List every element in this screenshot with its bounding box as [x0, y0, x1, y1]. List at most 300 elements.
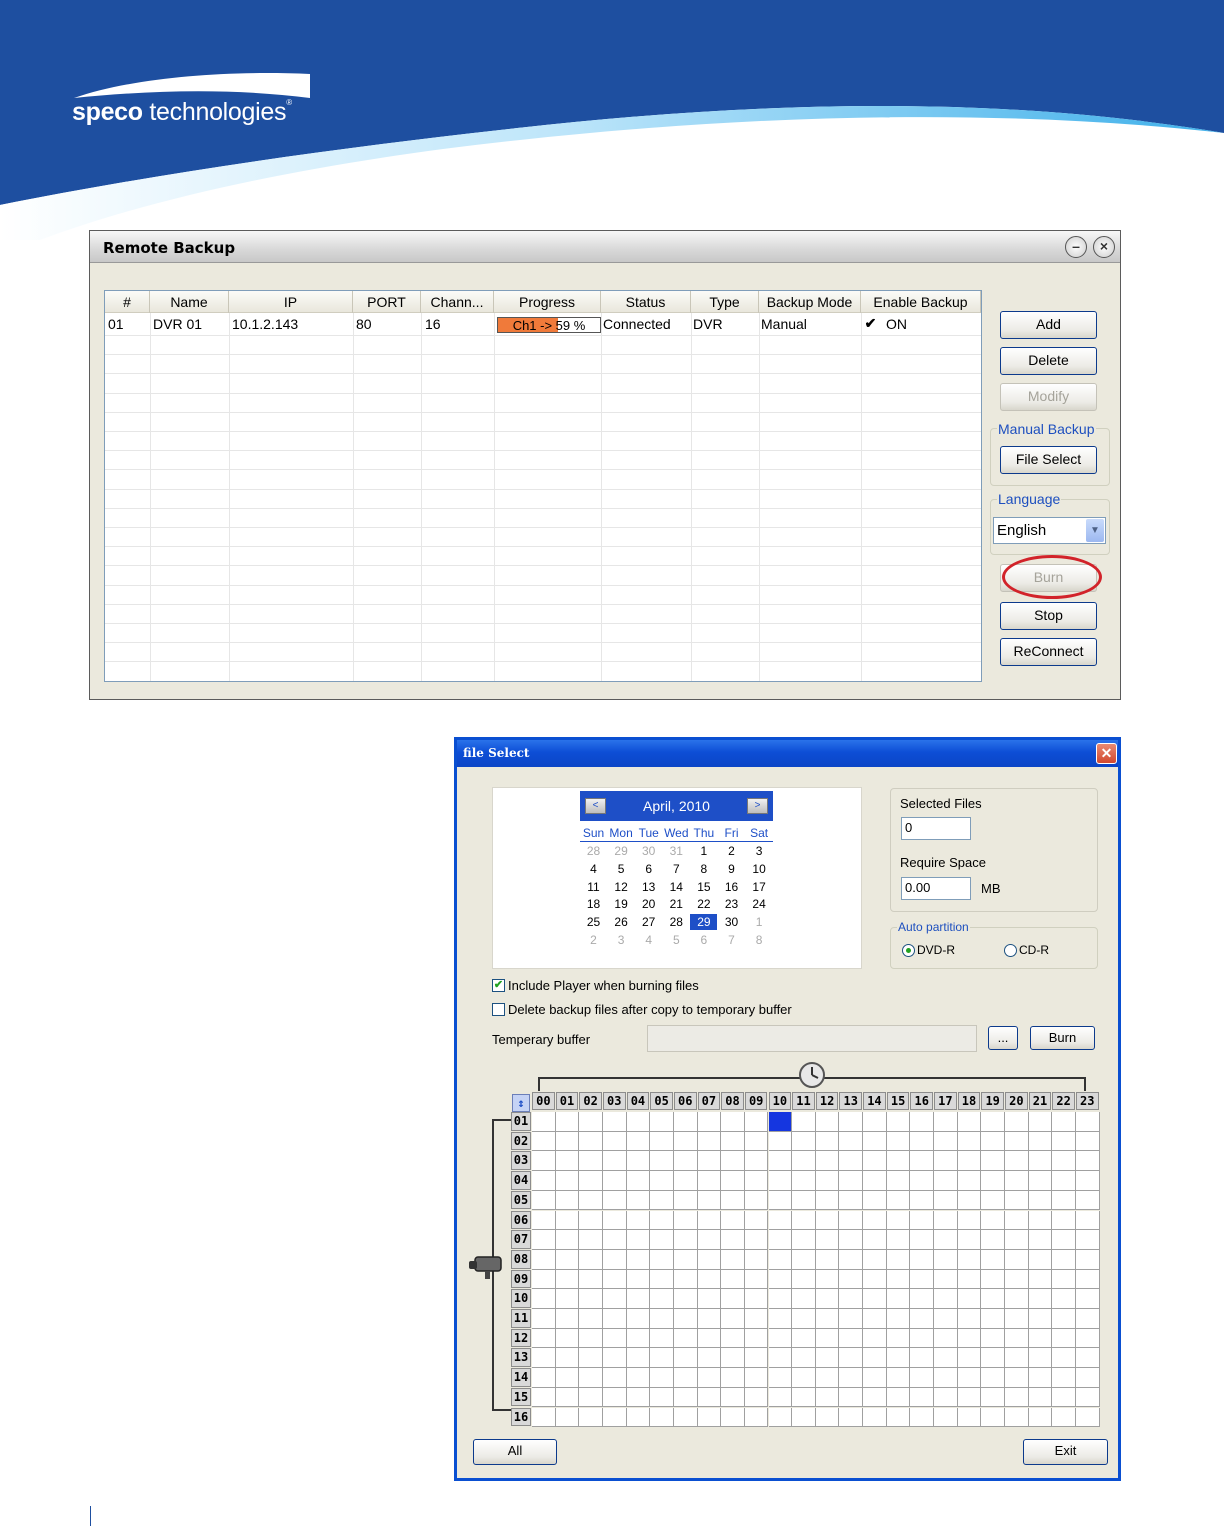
grid-cell[interactable] [1005, 1368, 1029, 1388]
chevron-right-icon[interactable]: > [747, 798, 768, 814]
calendar-day[interactable]: 19 [614, 897, 628, 912]
hour-header[interactable]: 00 [532, 1092, 555, 1110]
grid-cell[interactable] [769, 1132, 793, 1152]
include-player-checkbox[interactable]: ✔ [493, 979, 504, 991]
grid-cell[interactable] [1052, 1171, 1076, 1191]
grid-cell[interactable] [556, 1309, 580, 1329]
calendar-day[interactable]: 1 [755, 915, 763, 930]
calendar-day[interactable]: 3 [617, 933, 625, 947]
delete-button[interactable]: Delete [1000, 347, 1097, 375]
calendar-day[interactable]: 22 [697, 897, 711, 912]
grid-cell[interactable] [603, 1171, 627, 1191]
grid-cell[interactable] [863, 1132, 887, 1152]
grid-cell[interactable] [816, 1230, 840, 1250]
grid-cell[interactable] [1005, 1112, 1029, 1132]
grid-cell[interactable] [792, 1329, 816, 1349]
column-header[interactable]: Type [691, 291, 759, 313]
grid-cell[interactable] [887, 1329, 911, 1349]
grid-cell[interactable] [698, 1230, 722, 1250]
channel-header[interactable]: 07 [511, 1230, 531, 1249]
grid-cell[interactable] [1052, 1211, 1076, 1231]
calendar-day[interactable]: 27 [642, 915, 656, 930]
grid-cell[interactable] [532, 1151, 556, 1171]
grid-cell[interactable] [958, 1348, 982, 1368]
hour-header[interactable]: 05 [650, 1092, 673, 1110]
grid-cell[interactable] [1052, 1132, 1076, 1152]
grid-cell[interactable] [981, 1171, 1005, 1191]
grid-cell[interactable] [674, 1408, 698, 1428]
grid-cell[interactable] [1029, 1250, 1053, 1270]
grid-cell[interactable] [603, 1270, 627, 1290]
chevron-down-icon[interactable]: ▼ [1086, 519, 1104, 542]
grid-cell[interactable] [1076, 1388, 1100, 1408]
grid-cell[interactable] [958, 1408, 982, 1428]
grid-cell[interactable] [839, 1151, 863, 1171]
grid-cell[interactable] [650, 1132, 674, 1152]
grid-cell[interactable] [769, 1211, 793, 1231]
grid-cell[interactable] [698, 1151, 722, 1171]
grid-cell[interactable] [1029, 1112, 1053, 1132]
grid-cell[interactable] [1029, 1171, 1053, 1191]
grid-cell[interactable] [603, 1230, 627, 1250]
grid-cell[interactable] [674, 1368, 698, 1388]
grid-cell[interactable] [1005, 1191, 1029, 1211]
grid-cell[interactable] [721, 1211, 745, 1231]
grid-cell[interactable] [934, 1368, 958, 1388]
grid-cell[interactable] [792, 1368, 816, 1388]
grid-cell[interactable] [839, 1329, 863, 1349]
grid-cell[interactable] [532, 1230, 556, 1250]
grid-cell[interactable] [887, 1230, 911, 1250]
grid-cell[interactable] [1029, 1211, 1053, 1231]
grid-cell[interactable] [674, 1270, 698, 1290]
sort-icon[interactable]: ↕ [512, 1094, 530, 1112]
column-header[interactable]: PORT [353, 291, 421, 313]
calendar-day[interactable]: 6 [645, 861, 653, 876]
grid-cell[interactable] [910, 1250, 934, 1270]
grid-cell[interactable] [816, 1289, 840, 1309]
grid-cell[interactable] [556, 1211, 580, 1231]
grid-cell[interactable] [650, 1388, 674, 1408]
hour-header[interactable]: 09 [745, 1092, 768, 1110]
hour-header[interactable]: 10 [769, 1092, 792, 1110]
grid-cell[interactable] [1052, 1348, 1076, 1368]
grid-cell[interactable] [887, 1368, 911, 1388]
hour-header[interactable]: 12 [816, 1092, 839, 1110]
grid-cell[interactable] [1052, 1151, 1076, 1171]
grid-cell[interactable] [721, 1132, 745, 1152]
grid-cell[interactable] [958, 1230, 982, 1250]
grid-cell[interactable] [532, 1112, 556, 1132]
grid-cell[interactable] [603, 1388, 627, 1408]
grid-cell[interactable] [934, 1348, 958, 1368]
grid-cell[interactable] [934, 1408, 958, 1428]
grid-cell[interactable] [698, 1211, 722, 1231]
grid-cell[interactable] [887, 1112, 911, 1132]
grid-cell[interactable] [887, 1348, 911, 1368]
grid-cell[interactable] [816, 1309, 840, 1329]
grid-cell[interactable] [769, 1368, 793, 1388]
grid-cell[interactable] [910, 1151, 934, 1171]
grid-cell[interactable] [1029, 1388, 1053, 1408]
grid-cell[interactable] [745, 1368, 769, 1388]
grid-cell[interactable] [721, 1151, 745, 1171]
grid-cell[interactable] [556, 1132, 580, 1152]
grid-cell[interactable] [958, 1368, 982, 1388]
grid-cell[interactable] [863, 1368, 887, 1388]
grid-cell[interactable] [887, 1289, 911, 1309]
grid-cell[interactable] [721, 1348, 745, 1368]
calendar-day[interactable]: 20 [642, 897, 656, 912]
grid-cell[interactable] [674, 1348, 698, 1368]
grid-cell[interactable] [650, 1250, 674, 1270]
grid-cell[interactable] [627, 1388, 651, 1408]
grid-cell[interactable] [579, 1289, 603, 1309]
grid-cell[interactable] [674, 1132, 698, 1152]
grid-cell[interactable] [1005, 1348, 1029, 1368]
hour-header[interactable]: 23 [1076, 1092, 1099, 1110]
grid-cell[interactable] [1076, 1132, 1100, 1152]
grid-cell[interactable] [769, 1289, 793, 1309]
calendar-day[interactable]: 1 [700, 844, 708, 858]
grid-cell[interactable] [958, 1309, 982, 1329]
calendar-day[interactable]: 6 [700, 933, 708, 947]
grid-cell[interactable] [839, 1230, 863, 1250]
grid-cell[interactable] [1005, 1388, 1029, 1408]
grid-cell[interactable] [934, 1388, 958, 1408]
grid-cell[interactable] [579, 1211, 603, 1231]
channel-header[interactable]: 10 [511, 1289, 531, 1308]
grid-cell[interactable] [1076, 1230, 1100, 1250]
grid-cell[interactable] [816, 1368, 840, 1388]
grid-cell[interactable] [721, 1230, 745, 1250]
calendar-day[interactable]: 4 [645, 933, 653, 947]
channel-header[interactable]: 11 [511, 1309, 531, 1328]
grid-cell[interactable] [887, 1151, 911, 1171]
grid-cell[interactable] [816, 1250, 840, 1270]
grid-cell[interactable] [792, 1348, 816, 1368]
grid-cell[interactable] [698, 1309, 722, 1329]
grid-cell[interactable] [650, 1348, 674, 1368]
grid-cell[interactable] [698, 1388, 722, 1408]
grid-cell[interactable] [745, 1132, 769, 1152]
hour-header[interactable]: 16 [910, 1092, 933, 1110]
hour-header[interactable]: 06 [674, 1092, 697, 1110]
grid-cell[interactable] [1005, 1171, 1029, 1191]
grid-cell[interactable] [579, 1250, 603, 1270]
grid-cell[interactable] [792, 1270, 816, 1290]
grid-cell[interactable] [934, 1309, 958, 1329]
grid-cell[interactable] [839, 1368, 863, 1388]
grid-cell[interactable] [1076, 1309, 1100, 1329]
hour-header[interactable]: 04 [627, 1092, 650, 1110]
grid-cell[interactable] [579, 1408, 603, 1428]
grid-cell[interactable] [627, 1368, 651, 1388]
hour-header[interactable]: 03 [603, 1092, 626, 1110]
calendar-day[interactable]: 11 [587, 879, 600, 894]
grid-cell[interactable] [816, 1348, 840, 1368]
grid-cell[interactable] [981, 1112, 1005, 1132]
grid-cell[interactable] [556, 1348, 580, 1368]
channel-header[interactable]: 05 [511, 1191, 531, 1210]
grid-cell[interactable] [910, 1171, 934, 1191]
grid-cell[interactable] [958, 1151, 982, 1171]
calendar-day[interactable]: 2 [728, 844, 735, 858]
calendar-day[interactable]: 10 [752, 861, 766, 876]
grid-cell[interactable] [650, 1408, 674, 1428]
grid-cell[interactable] [839, 1270, 863, 1290]
calendar-day[interactable]: 29 [614, 844, 628, 858]
grid-cell[interactable] [1076, 1270, 1100, 1290]
grid-cell[interactable] [958, 1112, 982, 1132]
grid-cell[interactable] [556, 1289, 580, 1309]
stop-button[interactable]: Stop [1000, 602, 1097, 630]
grid-cell[interactable] [1029, 1289, 1053, 1309]
grid-cell[interactable] [1076, 1329, 1100, 1349]
grid-cell[interactable] [792, 1388, 816, 1408]
grid-cell[interactable] [792, 1250, 816, 1270]
grid-cell[interactable] [1052, 1191, 1076, 1211]
grid-cell[interactable] [603, 1250, 627, 1270]
calendar-day[interactable]: 5 [672, 933, 680, 947]
grid-cell[interactable] [745, 1270, 769, 1290]
enable-backup-checkbox[interactable]: ✔ [864, 315, 877, 331]
grid-cell[interactable] [603, 1132, 627, 1152]
grid-cell[interactable] [863, 1388, 887, 1408]
grid-cell[interactable] [745, 1250, 769, 1270]
calendar-day[interactable]: 29 [690, 914, 717, 930]
grid-cell[interactable] [532, 1388, 556, 1408]
channel-header[interactable]: 08 [511, 1250, 531, 1269]
grid-cell[interactable] [958, 1171, 982, 1191]
grid-cell[interactable] [816, 1112, 840, 1132]
grid-cell[interactable] [745, 1171, 769, 1191]
grid-cell[interactable] [650, 1329, 674, 1349]
calendar-day[interactable]: 3 [755, 844, 763, 858]
dvr-list-table[interactable] [104, 290, 982, 682]
grid-cell[interactable] [981, 1348, 1005, 1368]
grid-cell[interactable] [745, 1289, 769, 1309]
grid-cell[interactable] [650, 1270, 674, 1290]
grid-cell[interactable] [745, 1211, 769, 1231]
grid-cell[interactable] [674, 1250, 698, 1270]
grid-cell[interactable] [769, 1250, 793, 1270]
grid-cell[interactable] [745, 1230, 769, 1250]
grid-cell[interactable] [839, 1191, 863, 1211]
grid-cell[interactable] [1076, 1289, 1100, 1309]
grid-cell[interactable] [603, 1151, 627, 1171]
grid-cell[interactable] [1005, 1132, 1029, 1152]
grid-cell[interactable] [910, 1289, 934, 1309]
grid-cell[interactable] [1052, 1368, 1076, 1388]
grid-cell[interactable] [958, 1211, 982, 1231]
grid-cell[interactable] [887, 1191, 911, 1211]
grid-cell[interactable] [792, 1309, 816, 1329]
grid-cell[interactable] [579, 1132, 603, 1152]
grid-cell[interactable] [981, 1250, 1005, 1270]
grid-cell[interactable] [863, 1250, 887, 1270]
grid-cell[interactable] [532, 1250, 556, 1270]
grid-cell[interactable] [934, 1132, 958, 1152]
grid-cell[interactable] [981, 1368, 1005, 1388]
channel-header[interactable]: 15 [511, 1388, 531, 1407]
grid-cell[interactable] [674, 1211, 698, 1231]
grid-cell[interactable] [839, 1211, 863, 1231]
grid-cell[interactable] [1029, 1329, 1053, 1349]
grid-cell[interactable] [839, 1250, 863, 1270]
grid-cell[interactable] [792, 1132, 816, 1152]
grid-cell[interactable] [1052, 1329, 1076, 1349]
grid-cell[interactable] [1076, 1408, 1100, 1428]
grid-cell[interactable] [910, 1112, 934, 1132]
grid-cell[interactable] [627, 1329, 651, 1349]
grid-cell[interactable] [579, 1348, 603, 1368]
grid-cell[interactable] [627, 1171, 651, 1191]
grid-cell[interactable] [1076, 1348, 1100, 1368]
burn-button[interactable]: Burn [1030, 1026, 1095, 1050]
grid-cell[interactable] [627, 1112, 651, 1132]
grid-cell[interactable] [887, 1211, 911, 1231]
grid-cell[interactable] [792, 1191, 816, 1211]
grid-cell[interactable] [1005, 1289, 1029, 1309]
column-header[interactable]: # [105, 291, 150, 313]
grid-cell[interactable] [934, 1270, 958, 1290]
grid-cell[interactable] [769, 1348, 793, 1368]
grid-cell[interactable] [745, 1112, 769, 1132]
grid-cell[interactable] [603, 1191, 627, 1211]
channel-header[interactable]: 03 [511, 1151, 531, 1170]
grid-cell[interactable] [769, 1112, 793, 1132]
grid-cell[interactable] [532, 1171, 556, 1191]
calendar-day[interactable]: 31 [669, 844, 683, 858]
grid-cell[interactable] [579, 1309, 603, 1329]
grid-cell[interactable] [981, 1309, 1005, 1329]
grid-cell[interactable] [674, 1191, 698, 1211]
grid-cell[interactable] [863, 1230, 887, 1250]
grid-cell[interactable] [816, 1211, 840, 1231]
grid-cell[interactable] [532, 1368, 556, 1388]
grid-cell[interactable] [674, 1112, 698, 1132]
hour-header[interactable]: 19 [981, 1092, 1004, 1110]
grid-cell[interactable] [816, 1191, 840, 1211]
grid-cell[interactable] [769, 1329, 793, 1349]
calendar-day[interactable]: 26 [614, 915, 628, 930]
grid-cell[interactable] [721, 1270, 745, 1290]
grid-cell[interactable] [1052, 1112, 1076, 1132]
grid-cell[interactable] [579, 1368, 603, 1388]
grid-cell[interactable] [816, 1171, 840, 1191]
grid-cell[interactable] [839, 1408, 863, 1428]
grid-cell[interactable] [934, 1250, 958, 1270]
grid-cell[interactable] [887, 1171, 911, 1191]
calendar-day[interactable]: 9 [728, 861, 735, 876]
grid-cell[interactable] [981, 1132, 1005, 1152]
grid-cell[interactable] [769, 1191, 793, 1211]
column-header[interactable]: Progress [494, 291, 601, 313]
grid-cell[interactable] [1029, 1132, 1053, 1152]
grid-cell[interactable] [698, 1329, 722, 1349]
grid-cell[interactable] [816, 1329, 840, 1349]
grid-cell[interactable] [603, 1408, 627, 1428]
calendar-day[interactable]: 24 [752, 897, 766, 912]
grid-cell[interactable] [958, 1329, 982, 1349]
grid-cell[interactable] [910, 1408, 934, 1428]
file-select-button[interactable]: File Select [1000, 446, 1097, 474]
grid-cell[interactable] [721, 1112, 745, 1132]
grid-cell[interactable] [532, 1408, 556, 1428]
grid-cell[interactable] [556, 1388, 580, 1408]
grid-cell[interactable] [579, 1151, 603, 1171]
grid-cell[interactable] [910, 1368, 934, 1388]
grid-cell[interactable] [934, 1211, 958, 1231]
close-icon[interactable]: ✕ [1096, 743, 1117, 764]
add-button[interactable]: Add [1000, 311, 1097, 339]
grid-cell[interactable] [745, 1348, 769, 1368]
grid-cell[interactable] [1076, 1112, 1100, 1132]
hour-header[interactable]: 02 [579, 1092, 602, 1110]
grid-cell[interactable] [1076, 1211, 1100, 1231]
grid-cell[interactable] [650, 1112, 674, 1132]
channel-header[interactable]: 01 [511, 1112, 531, 1131]
grid-cell[interactable] [698, 1132, 722, 1152]
grid-cell[interactable] [532, 1270, 556, 1290]
grid-cell[interactable] [934, 1230, 958, 1250]
grid-cell[interactable] [674, 1329, 698, 1349]
grid-cell[interactable] [958, 1270, 982, 1290]
grid-cell[interactable] [556, 1329, 580, 1349]
grid-cell[interactable] [627, 1132, 651, 1152]
channel-header[interactable]: 13 [511, 1348, 531, 1367]
grid-cell[interactable] [839, 1112, 863, 1132]
grid-cell[interactable] [863, 1191, 887, 1211]
calendar-day[interactable]: 28 [669, 915, 683, 930]
grid-cell[interactable] [887, 1132, 911, 1152]
grid-cell[interactable] [650, 1230, 674, 1250]
grid-cell[interactable] [674, 1151, 698, 1171]
channel-header[interactable]: 02 [511, 1132, 531, 1151]
grid-cell[interactable] [910, 1132, 934, 1152]
grid-cell[interactable] [981, 1270, 1005, 1290]
grid-cell[interactable] [721, 1250, 745, 1270]
grid-cell[interactable] [910, 1211, 934, 1231]
grid-cell[interactable] [1029, 1309, 1053, 1329]
grid-cell[interactable] [627, 1309, 651, 1329]
grid-cell[interactable] [721, 1171, 745, 1191]
grid-cell[interactable] [698, 1408, 722, 1428]
grid-cell[interactable] [532, 1348, 556, 1368]
column-header[interactable]: Enable Backup [861, 291, 981, 313]
grid-cell[interactable] [839, 1132, 863, 1152]
grid-cell[interactable] [579, 1112, 603, 1132]
grid-cell[interactable] [603, 1112, 627, 1132]
modify-button[interactable]: Modify [1000, 383, 1097, 411]
grid-cell[interactable] [1052, 1408, 1076, 1428]
grid-cell[interactable] [1076, 1171, 1100, 1191]
grid-cell[interactable] [863, 1408, 887, 1428]
calendar-day[interactable]: 25 [586, 915, 601, 930]
grid-cell[interactable] [627, 1408, 651, 1428]
grid-cell[interactable] [1005, 1309, 1029, 1329]
grid-cell[interactable] [579, 1230, 603, 1250]
grid-cell[interactable] [698, 1270, 722, 1290]
hour-header[interactable]: 18 [958, 1092, 981, 1110]
grid-cell[interactable] [698, 1289, 722, 1309]
calendar-day[interactable]: 13 [642, 879, 656, 894]
grid-cell[interactable] [745, 1388, 769, 1408]
calendar-day[interactable]: 7 [728, 933, 735, 947]
grid-cell[interactable] [839, 1309, 863, 1329]
grid-cell[interactable] [910, 1270, 934, 1290]
